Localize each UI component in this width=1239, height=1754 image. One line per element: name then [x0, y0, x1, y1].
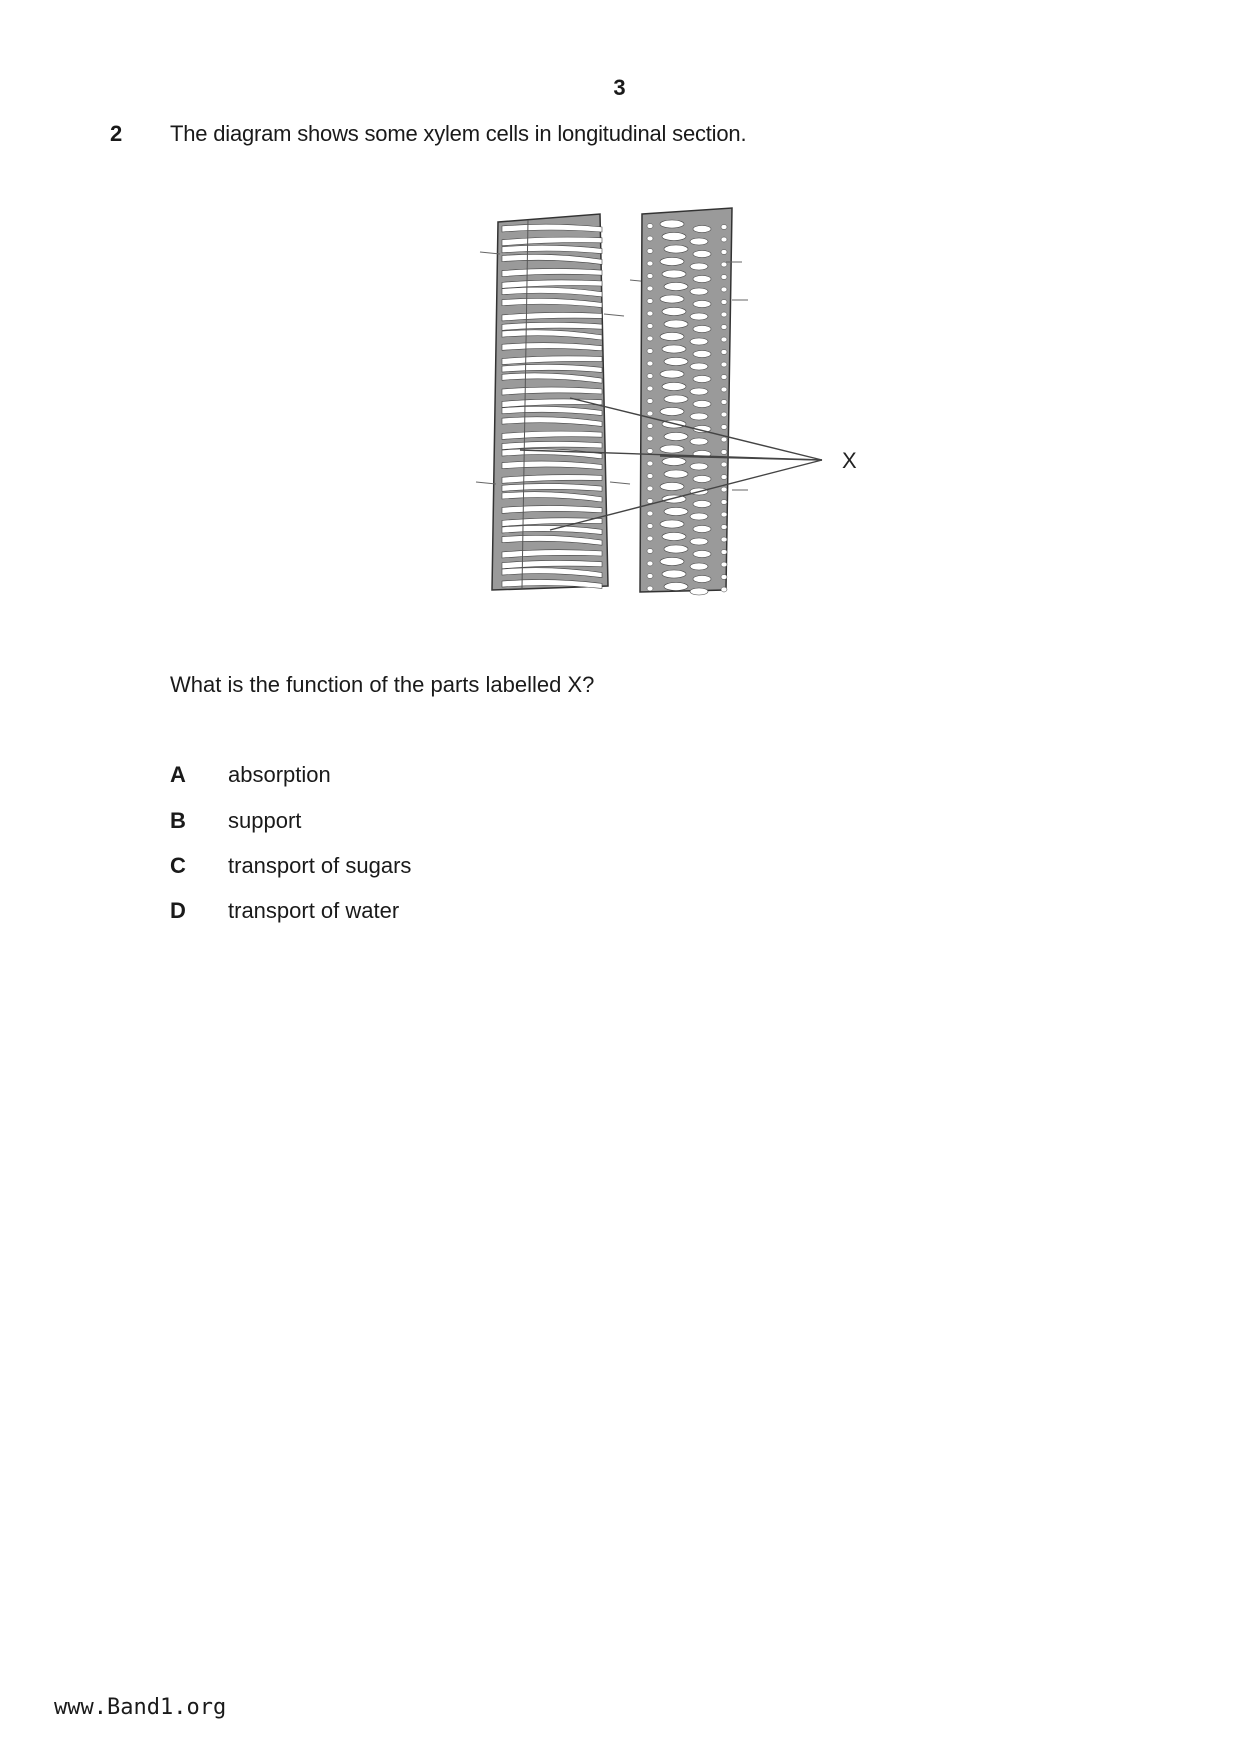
xylem-diagram	[470, 200, 890, 620]
option-c-text: transport of sugars	[228, 853, 412, 878]
page-number: 3	[613, 75, 626, 100]
option-c-letter: C	[170, 853, 186, 878]
option-d-letter: D	[170, 898, 186, 923]
xylem-vessel-left	[476, 214, 650, 590]
option-b-letter: B	[170, 808, 186, 833]
xylem-vessel-right	[640, 208, 748, 595]
option-d[interactable]	[170, 898, 399, 924]
footer-url: www.Band1.org	[54, 1695, 227, 1720]
option-a[interactable]	[170, 762, 331, 788]
option-a-letter: A	[170, 762, 186, 787]
diagram-label-x: X	[842, 448, 857, 473]
question-stem: The diagram shows some xylem cells in longitudinal section.	[170, 121, 747, 146]
option-d-text: transport of water	[228, 898, 400, 923]
option-b[interactable]	[170, 808, 301, 834]
option-c[interactable]	[170, 853, 411, 879]
question-number: 2	[110, 121, 123, 146]
option-a-text: absorption	[228, 762, 331, 787]
option-b-text: support	[228, 808, 302, 833]
question-prompt: What is the function of the parts labelled X?	[170, 672, 595, 697]
